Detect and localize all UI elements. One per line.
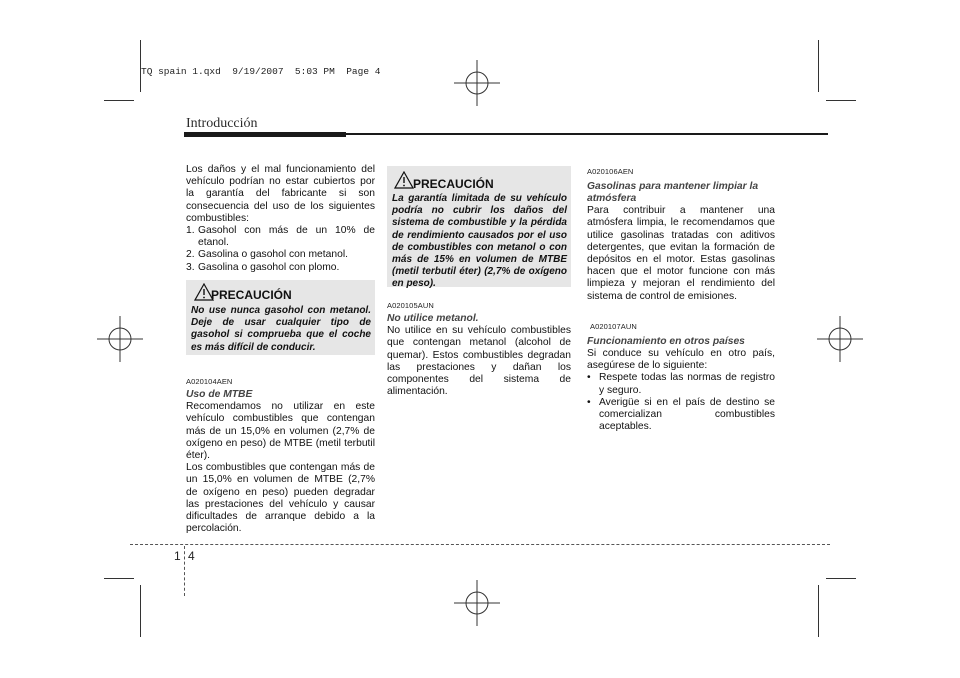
list-text: Gasolina o gasohol con plomo.	[198, 261, 340, 273]
paragraph: Recomendamos no utilizar en este vehículo combustibles que contengan más de un 15,0% en volumen (2,7% de oxígeno en peso) de MTBE (metil terbutil éter).	[186, 401, 375, 462]
subheading: Gasolinas para mantener limpiar la atmósfera	[587, 181, 759, 205]
list-text: Respete todas las normas de registro y seguro.	[599, 372, 775, 396]
caution-title: PRECAUCIÓN	[413, 177, 494, 191]
section-code: A020105AUN	[387, 301, 434, 310]
paragraph: No utilice en su vehículo combustibles que contengan metanol (alcohol de quemar). Estos combustibles degradan las prestaciones y dañan los componentes del sistema de alimentación.	[387, 325, 571, 398]
registration-mark-right	[815, 314, 865, 364]
section-code: A020104AEN	[186, 377, 233, 386]
list-text: Gasolina o gasohol con metanol.	[198, 249, 348, 261]
bullet: •	[587, 396, 591, 408]
crop-mark	[818, 40, 819, 92]
crop-mark	[818, 585, 819, 637]
section-title-bar	[184, 132, 346, 137]
caution-box	[186, 280, 375, 355]
list-item	[587, 372, 775, 396]
warning-triangle-icon	[394, 171, 414, 189]
list-marker: 2.	[186, 249, 195, 261]
intro-paragraph: Los daños y el mal funcionamiento del vehículo podrían no estar cubiertos por la garantía del fabricante si son consecuencia del uso de los siguientes combustibles:	[186, 164, 375, 224]
footer-divider	[184, 546, 185, 596]
caution-text: No use nunca gasohol con metanol. Deje de usar cualquier tipo de gasohol si comprueba que el coche es más difícil de conducir.	[191, 305, 371, 353]
list-marker: 3.	[186, 261, 195, 273]
subheading: No utilice metanol.	[387, 313, 479, 325]
bullet: •	[587, 372, 591, 384]
section-code: A020106AEN	[587, 167, 634, 176]
list-item	[186, 249, 375, 261]
list-item	[186, 225, 375, 249]
section-title: Introducción	[186, 116, 258, 131]
registration-mark-left	[95, 314, 145, 364]
caution-title: PRECAUCIÓN	[211, 288, 292, 302]
section-code: A020107AUN	[590, 321, 637, 331]
crop-mark	[104, 100, 134, 101]
caution-text: La garantía limitada de su vehículo podría no cubrir los daños del sistema de combustible y la pérdida de rendimiento causados por el uso de combustibles con metanol o con más de 15% en volumen de MTBE (metil terbutil éter) (2,7% de oxígeno en peso).	[392, 193, 567, 290]
chapter-number: 1	[174, 549, 181, 563]
crop-mark	[826, 100, 856, 101]
subheading: Funcionamiento en otros países	[587, 336, 745, 348]
section-title-rule	[346, 133, 828, 135]
column-1	[186, 164, 375, 274]
caution-box	[387, 166, 571, 290]
page-number: 4	[188, 549, 195, 563]
subheading: Uso de MTBE	[186, 389, 253, 401]
paragraph: Si conduce su vehículo en otro país, asegúrese de lo siguiente:	[587, 348, 775, 372]
list-text: Averigüe si en el país de destino se comercializan combustibles aceptables.	[599, 396, 775, 433]
column-1-lower	[186, 376, 375, 535]
crop-mark	[104, 578, 134, 579]
column-2	[387, 300, 571, 398]
crop-mark	[826, 578, 856, 579]
paragraph: Los combustibles que contengan más de un 15,0% en volumen de MTBE (2,7% de oxígeno en peso) pueden degradar las prestaciones del vehículo y causar dificultades de arranque debido a la percolación.	[186, 462, 375, 535]
list-item	[587, 397, 775, 434]
registration-mark-bottom	[452, 578, 502, 628]
list-marker: 1.	[186, 225, 195, 237]
paragraph: Para contribuir a mantener una atmósfera limpia, le recomendamos que utilice gasolinas tratadas con aditivos detergentes, que evitan la formación de depósitos en el motor. Estas gasolinas hacen que el motor funcione con más limpieza y mejoran el rendimiento del sistema de control de emisiones.	[587, 205, 775, 302]
list-text: Gasohol con más de un 10% de etanol.	[198, 225, 375, 249]
file-header: TQ spain 1.qxd 9/19/2007 5:03 PM Page 4	[141, 66, 381, 77]
crop-mark	[140, 585, 141, 637]
registration-mark-top	[452, 58, 502, 108]
footer-rule	[130, 544, 830, 545]
column-3	[587, 166, 775, 433]
crop-mark	[140, 40, 141, 92]
list-item	[186, 262, 375, 274]
